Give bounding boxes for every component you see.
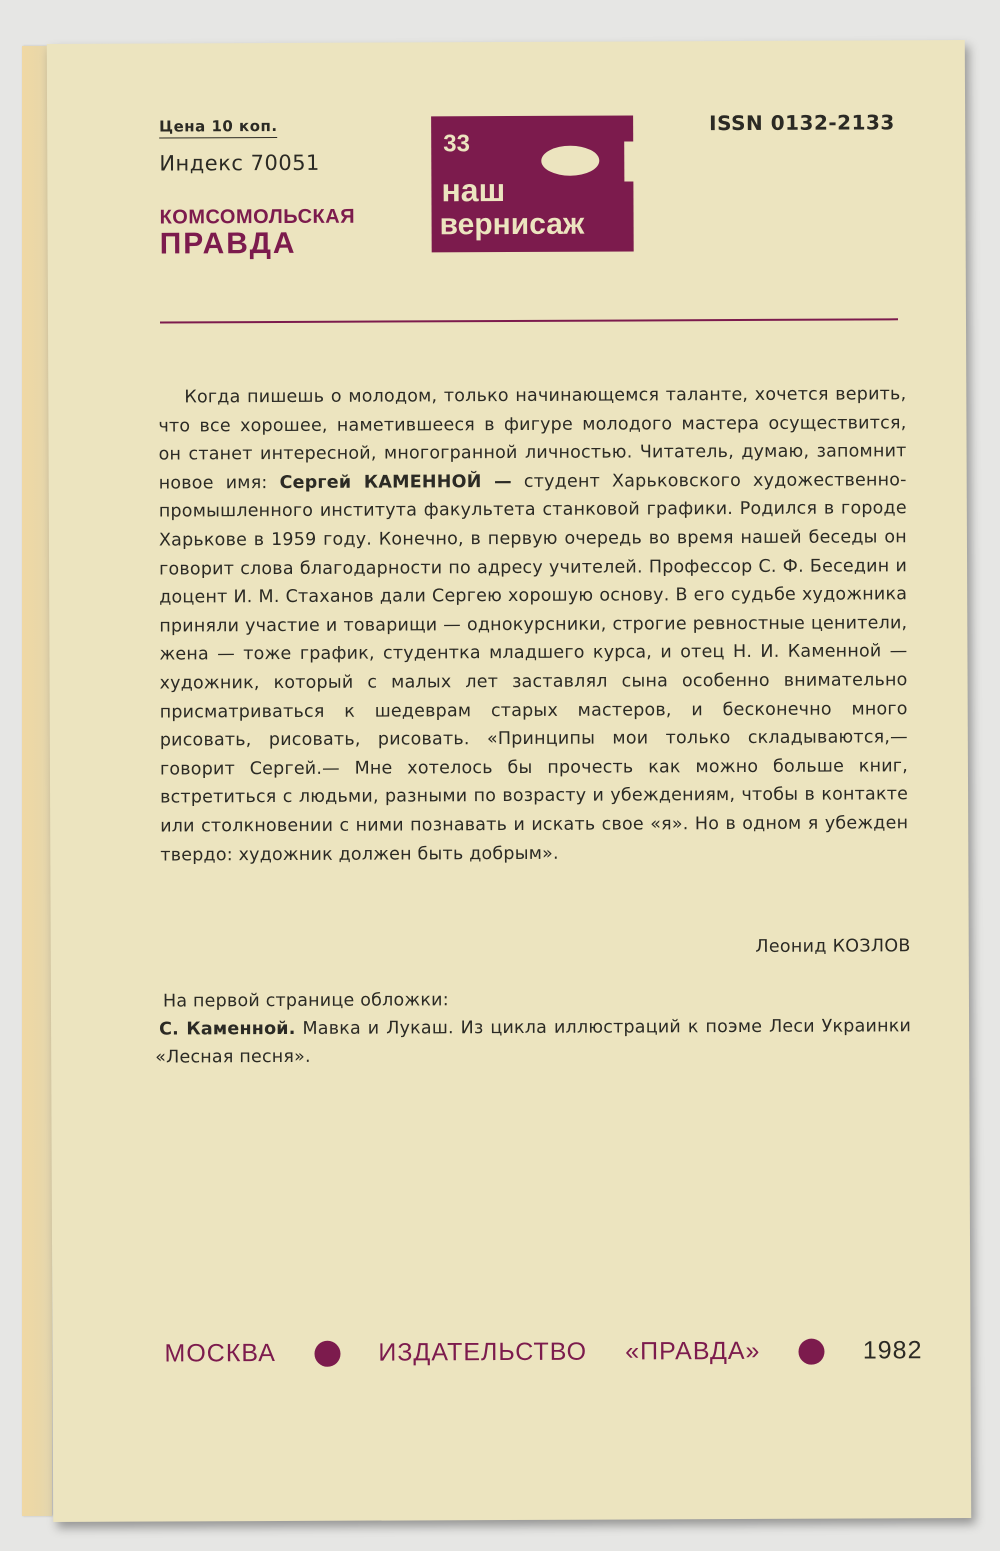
cover-note-description <box>155 1012 911 1071</box>
issue-number: 33 <box>443 130 470 158</box>
article-text-start: Когда пишешь о молодом, только начинающемся таланте, хочется верить, что все хорошее, наметившееся в фигуре молодого мастера осуществится, он станет интересной, многогранной личностью. Читатель, думаю, запомнит новое имя: <box>158 384 907 494</box>
imprint-year: 1982 <box>862 1336 923 1365</box>
imprint-footer <box>164 1336 922 1368</box>
series-name-line1: наш <box>441 172 506 209</box>
divider-rule <box>160 318 898 323</box>
issn-label: ISSN 0132-2133 <box>709 110 895 136</box>
newspaper-logo-line2: ПРАВДА <box>159 226 297 261</box>
back-cover-page <box>47 40 971 1522</box>
price-label: Цена 10 коп. <box>159 117 278 139</box>
bullet-dot-icon <box>799 1338 825 1364</box>
article-text <box>158 380 908 869</box>
cover-note-text: Мавка и Лукаш. Из цикла иллюстраций к поэме Леси Украинки «Лесная песня». <box>155 1016 912 1068</box>
cover-note <box>155 984 911 1071</box>
author-signature: Леонид КОЗЛОВ <box>755 936 911 957</box>
series-logo <box>431 115 634 252</box>
article-text-rest: студент Харьковского художественно-промышленного института факультета станковой графики. Родился в городе Харькове в 1959 году. Конечно, в первую очередь во время нашей беседы он говорит слова благодарности по адресу учителей. Профессор С. Ф. Беседин и доцент И. М. Стаханов дали Сергею хорошую основу. В его судьбе художника приняли участие и товарищи — однокурсники, строгие ревностные ценители, жена — тоже график, студентка младшего курса, и отец Н. И. Каменной — художник, который с малых лет заставлял сына особенно внимательно присматриваться к шедеврам старых мастеров, и бесконечно много рисовать, рисовать, рисовать. «Принципы мои только складываются,—говорит Сергей.— Мне хотелось бы прочесть как можно больше книг, встретиться с людьми, разными по возрасту и убеждениям, чтобы в контакте или столкновении с ними познавать и искать свое «я». Но в одном я убежден твердо: художник должен быть добрым». <box>158 470 909 866</box>
cover-note-heading: На первой странице обложки: <box>162 990 449 1012</box>
cover-note-artist: С. Каменной. <box>159 1018 296 1040</box>
imprint-publisher-name: «ПРАВДА» <box>625 1336 761 1366</box>
imprint-publisher: ИЗДАТЕЛЬСТВО <box>378 1337 588 1367</box>
index-label: Индекс 70051 <box>159 150 320 176</box>
newspaper-logo-line1: КОМСОМОЛЬСКАЯ <box>159 205 356 229</box>
oval-shape-icon <box>541 146 599 176</box>
bullet-dot-icon <box>314 1340 340 1366</box>
artist-name: Сергей КАМЕННОЙ — <box>279 471 512 493</box>
newspaper-logo <box>159 207 355 260</box>
notch-shape-icon <box>624 141 634 181</box>
series-name-line2: вернисаж <box>439 207 585 242</box>
imprint-city: МОСКВА <box>164 1339 276 1368</box>
